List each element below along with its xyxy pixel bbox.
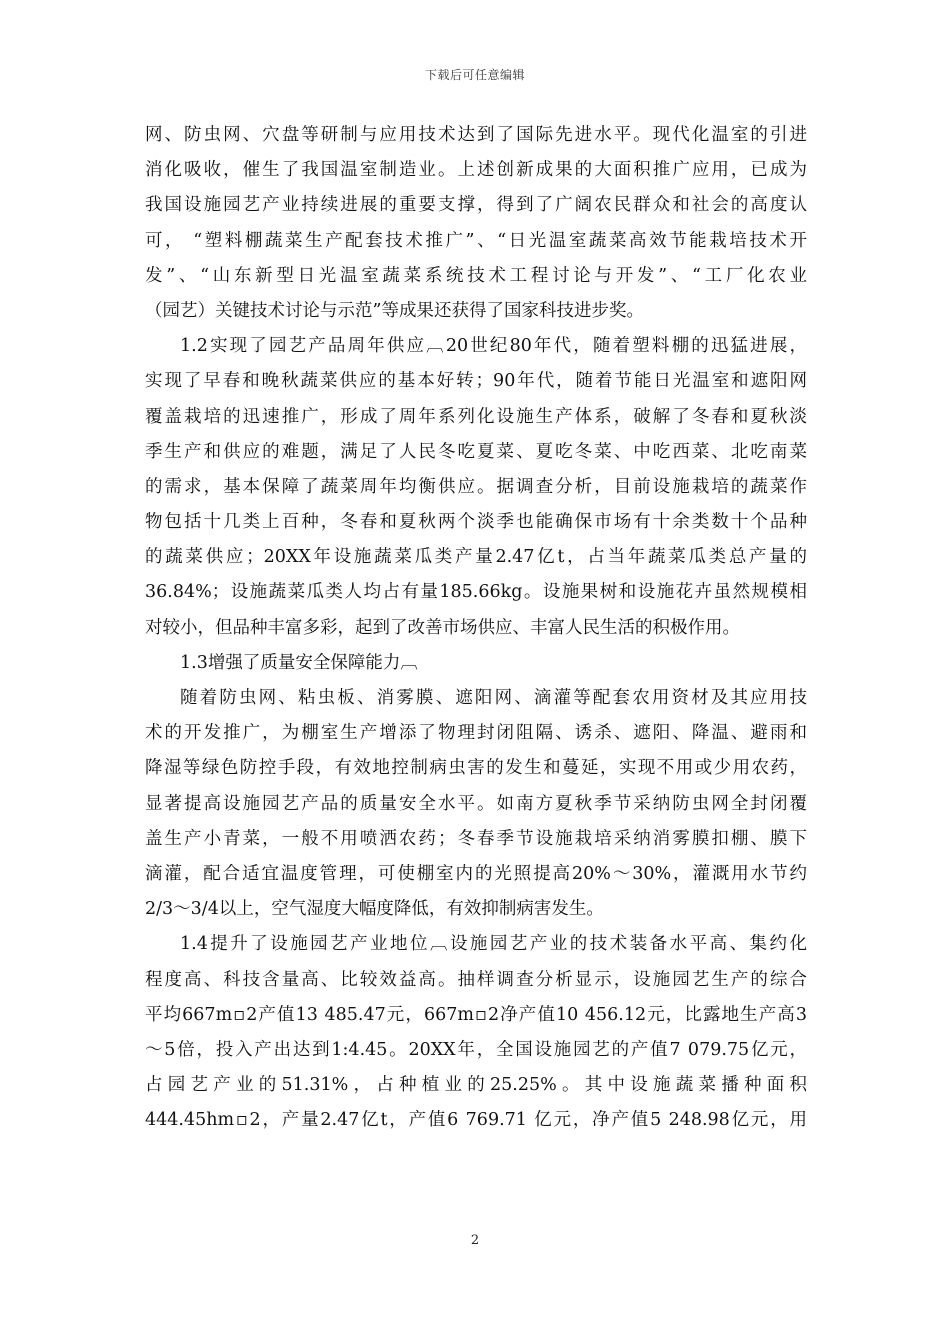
section-1-2-heading-line: 1.2实现了园艺产品周年供应︹20世纪80年代，随着塑料棚的迅猛进展， <box>180 336 807 357</box>
body-line: （园艺）关键技术讨论与示范”等成果还获得了国家科技进步奖。 <box>145 300 644 321</box>
body-line: ～5倍，投入产出达到1:4.45。20XX年，全国设施园艺的产值7 079.75亿元， <box>145 1039 807 1060</box>
body-line: 覆盖栽培的迅速推广，形成了周年系列化设施生产体系，破解了冬春和夏秋淡 <box>145 406 807 427</box>
body-line: 我国设施园艺产业持续进展的重要支撑，得到了广阔农民群众和社会的高度认 <box>145 195 807 216</box>
section-1-3-heading: 1.3增强了质量安全保障能力︹ <box>180 652 418 673</box>
page-number: 2 <box>470 1233 480 1248</box>
body-line: 平均667m▫2产值13 485.47元，667m▫2净产值10 456.12元，比露地生产高3 <box>145 1004 807 1025</box>
body-line: 程度高、科技含量高、比较效益高。抽样调查分析显示，设施园艺生产的综合 <box>145 969 807 990</box>
body-line: 滴灌，配合适宜温度管理，可使棚室内的光照提高20%～30%，灌溉用水节约 <box>145 863 807 884</box>
body-line: 36.84%；设施蔬菜瓜类人均占有量185.66kg。设施果树和设施花卉虽然规模相 <box>145 582 807 603</box>
body-line: 显著提高设施园艺产品的质量安全水平。如南方夏秋季节采纳防虫网全封闭覆 <box>145 793 807 814</box>
body-line: 实现了早春和晚秋蔬菜供应的基本好转；90年代，随着节能日光温室和遮阳网 <box>145 371 807 392</box>
body-line: 物包括十几类上百种，冬春和夏秋两个淡季也能确保市场有十余类数十个品种 <box>145 512 807 533</box>
body-line: 术的开发推广，为棚室生产增添了物理封闭阻隔、诱杀、遮阳、降温、避雨和 <box>145 723 807 744</box>
body-line: 可， “塑料棚蔬菜生产配套技术推广”、“日光温室蔬菜高效节能栽培技术开 <box>145 230 807 251</box>
body-line: 占园艺产业的51.31%，占种植业的25.25%。其中设施蔬菜播种面积 <box>145 1075 807 1096</box>
body-line: 盖生产小青菜，一般不用喷洒农药；冬春季节设施栽培采纳消雾膜扣棚、膜下 <box>145 828 807 849</box>
body-line: 2/3～3/4以上，空气湿度大幅度降低，有效抑制病害发生。 <box>145 899 604 920</box>
body-line: 444.45hm▫2，产量2.47亿t，产值6 769.71 亿元，净产值5 248.98亿元，用 <box>145 1110 807 1131</box>
body-line: 随着防虫网、粘虫板、消雾膜、遮阳网、滴灌等配套农用资材及其应用技 <box>180 688 807 708</box>
body-line: 的需求，基本保障了蔬菜周年均衡供应。据调查分析，目前设施栽培的蔬菜作 <box>145 476 807 497</box>
page-header: 下载后可任意编辑 <box>424 68 525 82</box>
body-line: 网、防虫网、穴盘等研制与应用技术达到了国际先进水平。现代化温室的引进 <box>145 125 807 145</box>
body-line: 对较小，但品种丰富多彩，起到了改善市场供应、丰富人民生活的积极作用。 <box>145 617 740 638</box>
section-1-4-heading-line: 1.4提升了设施园艺产业地位︹设施园艺产业的技术装备水平高、集约化 <box>180 934 807 955</box>
body-line: 降湿等绿色防控手段，有效地控制病虫害的发生和蔓延，实现不用或少用农药， <box>145 758 807 779</box>
body-line: 消化吸收，催生了我国温室制造业。上述创新成果的大面积推广应用，已成为 <box>145 160 807 181</box>
document-body <box>145 118 807 1138</box>
body-line: 季生产和供应的难题，满足了人民冬吃夏菜、夏吃冬菜、中吃西菜、北吃南菜 <box>145 441 807 462</box>
body-line: 的蔬菜供应；20XX年设施蔬菜瓜类产量2.47亿t，占当年蔬菜瓜类总产量的 <box>145 547 807 568</box>
body-line: 发”、“山东新型日光温室蔬菜系统技术工程讨论与开发”、“工厂化农业 <box>145 265 807 286</box>
